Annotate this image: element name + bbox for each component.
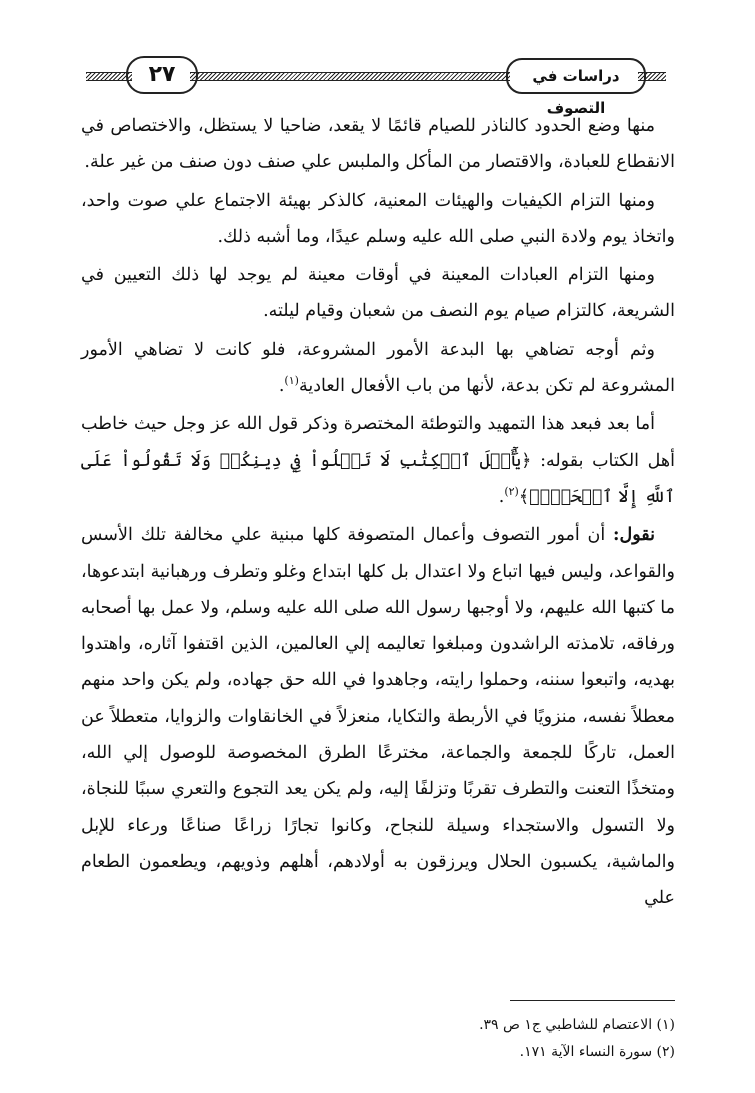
footnote-reference[interactable]: (١) <box>284 374 299 388</box>
page-header <box>86 54 666 117</box>
header-ornament-right <box>638 72 666 81</box>
paragraph-end: . <box>278 376 285 397</box>
main-text <box>81 108 675 919</box>
paragraph <box>81 332 675 405</box>
running-title: دراسات في التصوف <box>506 58 646 94</box>
paragraph-text: ومنها التزام العبادات المعينة في أوقات معينة لم يوجد لها ذلك التعيين في الشريعة، كالتزام صيام يوم النصف من شعبان وقيام ليلته. <box>81 265 675 322</box>
footnote-item: (١) الاعتصام للشاطبي ج١ ص ٣٩. <box>479 1017 675 1033</box>
paragraph-text: أما بعد فبعد هذا التمهيد والتوطئة المختصرة وذكر قول الله عز وجل حيث خاطب أهل الكتاب بقوله: <box>81 414 675 471</box>
paragraph-lead: نقول: <box>613 525 655 546</box>
paragraph-end: . <box>498 486 505 507</box>
paragraph <box>81 257 675 330</box>
paragraph <box>81 517 675 916</box>
page-number: ٢٧ <box>126 56 198 94</box>
quran-verse: ﴿يَٰٓأَهۡلَ ٱلۡكِتَٰبِ لَا تَغۡلُواْ فِي دِينِكُمۡ وَلَا تَقُولُواْ عَلَى ٱللَّهِ إِلَّا ٱلۡحَقَّۚ﴾ <box>81 450 675 507</box>
paragraph-text: أن أمور التصوف وأعمال المتصوفة كلها مبنية علي مخالفة تلك الأسس والقواعد، وليس فيها اتباع ولا اعتدال بل كلها ابتداع وغلو وتطرف ورهبانية ابتدعوها، ما كتبها الله عليهم، ولا أوجبها رسول الله صلى الله عليه وسلم، ولا عمل بها أصحابه ورفاقه، تلامذته الراشدون ومبلغوا تعاليمه إلي العالمين، الذين اقتفوا آثاره، واهتدوا بهديه، واتبعوا سننه، وحملوا رايته، وجاهدوا في الله حق جهاده، ولم يكن واحد منهم معطلاً نفسه، منزويًا في الأربطة والتكايا، منعزلاً في الخانقاوات والزوايا، متعطلاً عن العمل، تاركًا للجمعة والجماعة، مخترعًا الطرق المخصوصة للوصول إلي الله، ومتخذًا التعنت والتطرف تقربًا وتزلفًا إليه، ولم يكن يعد التجوع والتعري سببًا للنجاة، ولا التسول والاستجداء وسيلة للنجاح، وكانوا تجارًا زراعًا صناعًا ورعاء للإبل والماشية، يكسبون الحلال ويرزقون به أولادهم، أهلهم وذويهم، ويطعمون الطعام علي <box>81 525 675 909</box>
paragraph-text: منها وضع الحدود كالناذر للصيام قائمًا لا يقعد، ضاحيا لا يستظل، والاختصاص في الانقطاع للعبادة، والاقتصار من المأكل والملبس علي صنف دون صنف من غير علة. <box>81 116 675 173</box>
paragraph-text: ومنها التزام الكيفيات والهيئات المعنية، كالذكر بهيئة الاجتماع علي صوت واحد، واتخاذ يوم ولادة النبي صلى الله عليه وسلم عيدًا، وما أشبه ذلك. <box>81 190 675 247</box>
header-ornament-middle <box>190 72 510 81</box>
paragraph <box>81 108 675 181</box>
paragraph-text: وثم أوجه تضاهي بها البدعة الأمور المشروعة، فلو كانت لا تضاهي الأمور المشروعة لم تكن بدعة، لأنها من باب الأفعال العادية <box>81 339 675 397</box>
paragraph <box>81 183 675 256</box>
footnote-separator <box>510 1000 675 1001</box>
footnote-reference[interactable]: (٢) <box>504 485 519 499</box>
footnote-item: (٢) سورة النساء الآية ١٧١. <box>519 1044 675 1060</box>
paragraph <box>81 406 675 515</box>
footnotes <box>320 1012 675 1066</box>
